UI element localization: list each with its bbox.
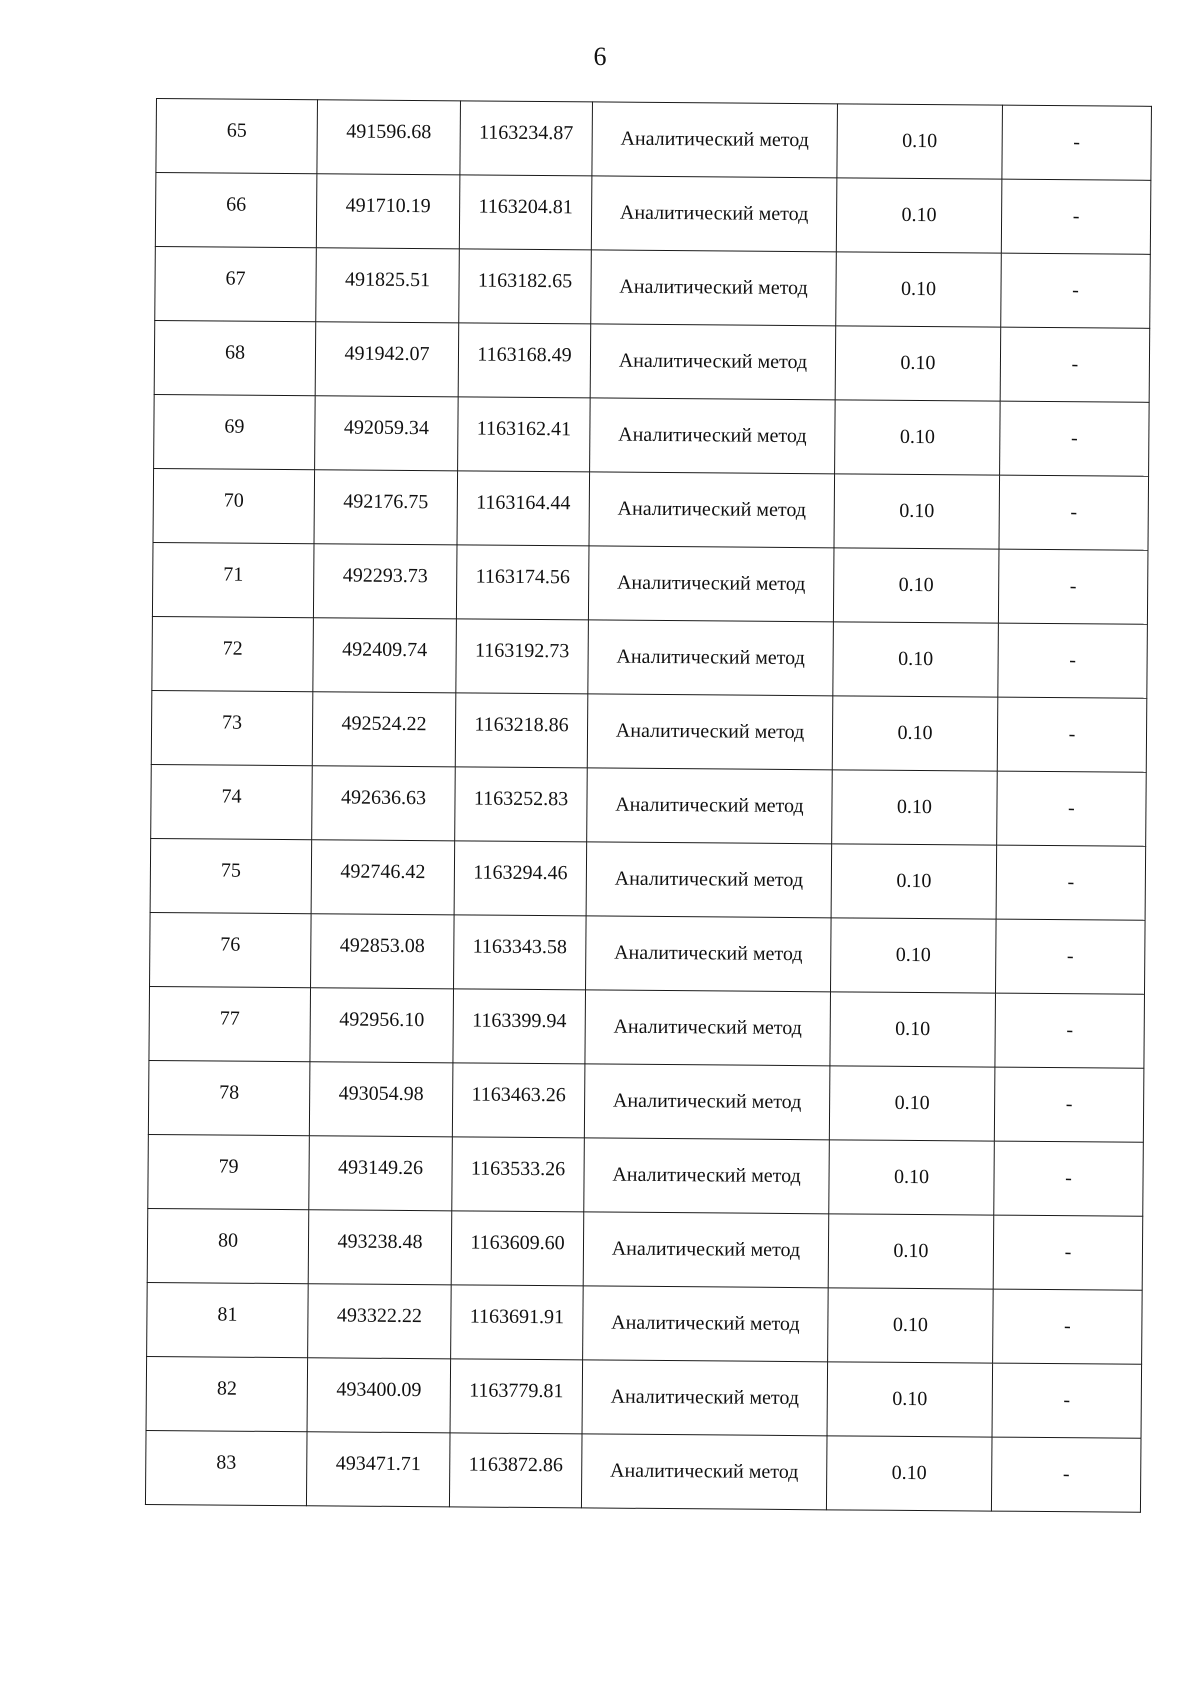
- point-number-cell: [151, 690, 313, 765]
- x-coordinate-cell: [306, 1432, 450, 1507]
- point-number-cell: [154, 320, 316, 395]
- x-coordinate-cell: [309, 1062, 453, 1137]
- y-coordinate-cell: [456, 545, 589, 620]
- table-row: [153, 468, 1149, 550]
- x-coordinate-cell-text: 492853.08: [339, 934, 425, 958]
- table-row: [150, 912, 1146, 994]
- point-number-cell-text: 74: [221, 785, 242, 808]
- y-coordinate-cell-text: 1163174.56: [475, 565, 570, 589]
- note-cell: -: [996, 845, 1146, 920]
- point-number-cell-text: 67: [225, 267, 246, 290]
- point-number-cell: [151, 764, 313, 839]
- x-coordinate-cell: [313, 618, 457, 693]
- table-row: [156, 99, 1152, 181]
- table-row: [155, 246, 1151, 328]
- y-coordinate-cell-text: 1163294.46: [473, 861, 568, 885]
- point-number-cell-text: 73: [222, 711, 243, 734]
- y-coordinate-cell-text: 1163182.65: [477, 269, 573, 293]
- point-number-cell-text: 76: [220, 933, 241, 956]
- x-coordinate-cell-text: 491942.07: [344, 342, 430, 366]
- point-number-cell-text: 82: [216, 1377, 237, 1400]
- point-number-cell: [146, 1356, 308, 1431]
- y-coordinate-cell: [451, 1285, 584, 1360]
- note-cell: -: [991, 1437, 1141, 1512]
- y-coordinate-cell-text: 1163872.86: [468, 1453, 563, 1477]
- x-coordinate-cell: [308, 1284, 452, 1359]
- x-coordinate-cell: [310, 988, 454, 1063]
- method-cell: Аналитический метод: [585, 990, 831, 1066]
- x-coordinate-cell: [316, 174, 460, 249]
- table-row: [152, 542, 1148, 624]
- x-coordinate-cell: [311, 840, 455, 915]
- coordinates-table: [145, 98, 1152, 1513]
- table-row: [146, 1356, 1142, 1438]
- method-cell: Аналитический метод: [591, 176, 837, 252]
- x-coordinate-cell-text: 491825.51: [344, 268, 431, 292]
- point-number-cell: [156, 99, 318, 174]
- table-row: [149, 986, 1145, 1068]
- table-row: [148, 1060, 1144, 1142]
- x-coordinate-cell-text: 492956.10: [339, 1008, 425, 1032]
- note-cell: -: [999, 475, 1149, 550]
- method-cell: Аналитический метод: [586, 842, 832, 918]
- y-coordinate-cell-text: 1163691.91: [469, 1305, 565, 1329]
- precision-cell: 0.10: [829, 1140, 995, 1215]
- precision-cell: 0.10: [833, 622, 999, 697]
- y-coordinate-cell: [457, 471, 590, 546]
- precision-cell: 0.10: [835, 400, 1001, 475]
- table-row: [145, 1430, 1141, 1512]
- y-coordinate-cell: [452, 1063, 585, 1138]
- y-coordinate-cell: [449, 1433, 582, 1508]
- y-coordinate-cell: [460, 101, 593, 176]
- method-cell: Аналитический метод: [587, 768, 833, 844]
- x-coordinate-cell-text: 492176.75: [343, 490, 429, 514]
- point-number-cell-text: 81: [217, 1303, 238, 1326]
- x-coordinate-cell: [307, 1358, 451, 1433]
- table-row: [154, 320, 1150, 402]
- note-cell: -: [993, 1215, 1143, 1290]
- y-coordinate-cell: [454, 841, 587, 916]
- method-cell: Аналитический метод: [586, 916, 832, 992]
- precision-cell: 0.10: [836, 178, 1002, 253]
- point-number-cell-text: 77: [219, 1007, 240, 1030]
- point-number-cell: [150, 912, 312, 987]
- x-coordinate-cell-text: 491710.19: [345, 194, 431, 218]
- precision-cell: 0.10: [829, 1066, 995, 1141]
- method-cell: Аналитический метод: [588, 620, 834, 696]
- table-row: [147, 1282, 1143, 1364]
- method-cell: Аналитический метод: [589, 472, 835, 548]
- method-cell: Аналитический метод: [581, 1434, 827, 1510]
- method-cell: Аналитический метод: [582, 1360, 828, 1436]
- point-number-cell: [154, 394, 316, 469]
- method-cell: Аналитический метод: [584, 1138, 830, 1214]
- table-row: [151, 764, 1147, 846]
- point-number-cell: [147, 1282, 309, 1357]
- y-coordinate-cell-text: 1163533.26: [470, 1157, 566, 1181]
- y-coordinate-cell-text: 1163162.41: [476, 417, 572, 441]
- note-cell: -: [1002, 105, 1152, 180]
- point-number-cell-text: 69: [224, 415, 245, 438]
- point-number-cell: [148, 1060, 310, 1135]
- y-coordinate-cell-text: 1163609.60: [470, 1231, 565, 1255]
- y-coordinate-cell-text: 1163252.83: [473, 787, 569, 811]
- x-coordinate-cell-text: 491596.68: [346, 120, 432, 144]
- x-coordinate-cell-text: 492409.74: [342, 638, 428, 662]
- x-coordinate-cell-text: 492059.34: [343, 416, 430, 440]
- x-coordinate-cell: [315, 322, 459, 397]
- precision-cell: 0.10: [828, 1288, 994, 1363]
- method-cell: Аналитический метод: [590, 324, 836, 400]
- coordinates-table-wrapper: [145, 98, 1145, 1513]
- x-coordinate-cell: [312, 692, 456, 767]
- y-coordinate-cell-text: 1163168.49: [477, 343, 572, 367]
- y-coordinate-cell: [450, 1359, 583, 1434]
- point-number-cell: [155, 246, 317, 321]
- point-number-cell-text: 78: [219, 1081, 240, 1104]
- precision-cell: 0.10: [833, 548, 999, 623]
- x-coordinate-cell: [313, 544, 457, 619]
- x-coordinate-cell: [308, 1210, 452, 1285]
- precision-cell: 0.10: [834, 474, 1000, 549]
- point-number-cell: [153, 468, 315, 543]
- point-number-cell-text: 66: [226, 193, 247, 216]
- y-coordinate-cell-text: 1163779.81: [469, 1379, 564, 1403]
- note-cell: -: [1001, 253, 1151, 328]
- x-coordinate-cell-text: 492636.63: [340, 786, 427, 810]
- note-cell: -: [1000, 401, 1150, 476]
- point-number-cell: [145, 1430, 307, 1505]
- precision-cell: 0.10: [832, 696, 998, 771]
- table-row: [148, 1134, 1144, 1216]
- x-coordinate-cell-text: 492524.22: [341, 712, 427, 736]
- y-coordinate-cell: [453, 989, 586, 1064]
- table-row: [152, 616, 1148, 698]
- point-number-cell-text: 68: [224, 341, 246, 364]
- note-cell: -: [992, 1363, 1142, 1438]
- precision-cell: 0.10: [832, 770, 998, 845]
- x-coordinate-cell: [315, 396, 459, 471]
- note-cell: -: [998, 549, 1148, 624]
- x-coordinate-cell: [316, 248, 460, 323]
- point-number-cell-text: 72: [222, 637, 243, 660]
- y-coordinate-cell-text: 1163463.26: [471, 1083, 566, 1107]
- method-cell: Аналитический метод: [584, 1064, 830, 1140]
- point-number-cell-text: 75: [220, 859, 242, 882]
- note-cell: -: [994, 1067, 1144, 1142]
- point-number-cell-text: 79: [218, 1155, 239, 1178]
- x-coordinate-cell: [311, 914, 455, 989]
- y-coordinate-cell-text: 1163234.87: [479, 121, 574, 145]
- y-coordinate-cell: [454, 915, 587, 990]
- method-cell: Аналитический метод: [587, 694, 833, 770]
- point-number-cell: [150, 838, 312, 913]
- point-number-cell: [152, 542, 314, 617]
- note-cell: -: [998, 623, 1148, 698]
- note-cell: -: [997, 697, 1147, 772]
- x-coordinate-cell: [314, 470, 458, 545]
- y-coordinate-cell: [455, 693, 588, 768]
- point-number-cell: [147, 1208, 309, 1283]
- note-cell: -: [995, 919, 1145, 994]
- coordinates-table-body: [145, 99, 1151, 1513]
- precision-cell: 0.10: [836, 252, 1002, 327]
- y-coordinate-cell-text: 1163218.86: [474, 713, 569, 737]
- x-coordinate-cell-text: 492293.73: [342, 564, 428, 588]
- y-coordinate-cell: [456, 619, 589, 694]
- x-coordinate-cell-text: 493149.26: [338, 1156, 424, 1180]
- table-row: [150, 838, 1146, 920]
- note-cell: -: [993, 1289, 1143, 1364]
- point-number-cell: [149, 986, 311, 1061]
- page-number: 6: [593, 42, 607, 71]
- point-number-cell: [148, 1134, 310, 1209]
- precision-cell: 0.10: [827, 1362, 993, 1437]
- precision-cell: 0.10: [828, 1214, 994, 1289]
- method-cell: Аналитический метод: [590, 398, 836, 474]
- table-row: [155, 173, 1151, 255]
- point-number-cell: [155, 173, 317, 248]
- point-number-cell-text: 70: [223, 489, 244, 512]
- note-cell: -: [995, 993, 1145, 1068]
- point-number-cell-text: 83: [216, 1451, 237, 1474]
- point-number-cell-text: 71: [223, 563, 244, 586]
- method-cell: Аналитический метод: [588, 546, 834, 622]
- precision-cell: 0.10: [835, 326, 1001, 401]
- x-coordinate-cell-text: 493322.22: [336, 1304, 423, 1328]
- x-coordinate-cell-text: 493400.09: [336, 1378, 422, 1402]
- y-coordinate-cell-text: 1163164.44: [476, 491, 571, 515]
- note-cell: -: [1000, 327, 1150, 402]
- precision-cell: 0.10: [837, 104, 1003, 179]
- note-cell: -: [997, 771, 1147, 846]
- method-cell: Аналитический метод: [583, 1286, 829, 1362]
- y-coordinate-cell-text: 1163399.94: [472, 1009, 567, 1033]
- y-coordinate-cell: [451, 1211, 584, 1286]
- method-cell: Аналитический метод: [583, 1212, 829, 1288]
- point-number-cell: [152, 616, 314, 691]
- note-cell: -: [994, 1141, 1144, 1216]
- y-coordinate-cell: [452, 1137, 585, 1212]
- note-cell: -: [1001, 179, 1151, 254]
- y-coordinate-cell: [455, 767, 588, 842]
- y-coordinate-cell: [459, 175, 592, 250]
- y-coordinate-cell-text: 1163204.81: [478, 195, 573, 219]
- y-coordinate-cell: [458, 397, 591, 472]
- precision-cell: 0.10: [830, 992, 996, 1067]
- table-row: [154, 394, 1150, 476]
- x-coordinate-cell-text: 493054.98: [338, 1082, 424, 1106]
- precision-cell: 0.10: [826, 1436, 992, 1511]
- x-coordinate-cell-text: 492746.42: [340, 860, 426, 884]
- y-coordinate-cell: [458, 323, 591, 398]
- precision-cell: 0.10: [831, 918, 997, 993]
- x-coordinate-cell: [317, 100, 461, 175]
- table-row: [147, 1208, 1143, 1290]
- table-row: [151, 690, 1147, 772]
- x-coordinate-cell: [309, 1136, 453, 1211]
- method-cell: Аналитический метод: [592, 102, 838, 178]
- precision-cell: 0.10: [831, 844, 997, 919]
- x-coordinate-cell-text: 493238.48: [337, 1230, 423, 1254]
- y-coordinate-cell: [459, 249, 592, 324]
- method-cell: Аналитический метод: [591, 250, 837, 326]
- y-coordinate-cell-text: 1163343.58: [472, 935, 568, 959]
- x-coordinate-cell-text: 493471.71: [335, 1452, 421, 1476]
- x-coordinate-cell: [312, 766, 456, 841]
- point-number-cell-text: 65: [226, 119, 247, 142]
- point-number-cell-text: 80: [217, 1229, 239, 1252]
- y-coordinate-cell-text: 1163192.73: [474, 639, 570, 663]
